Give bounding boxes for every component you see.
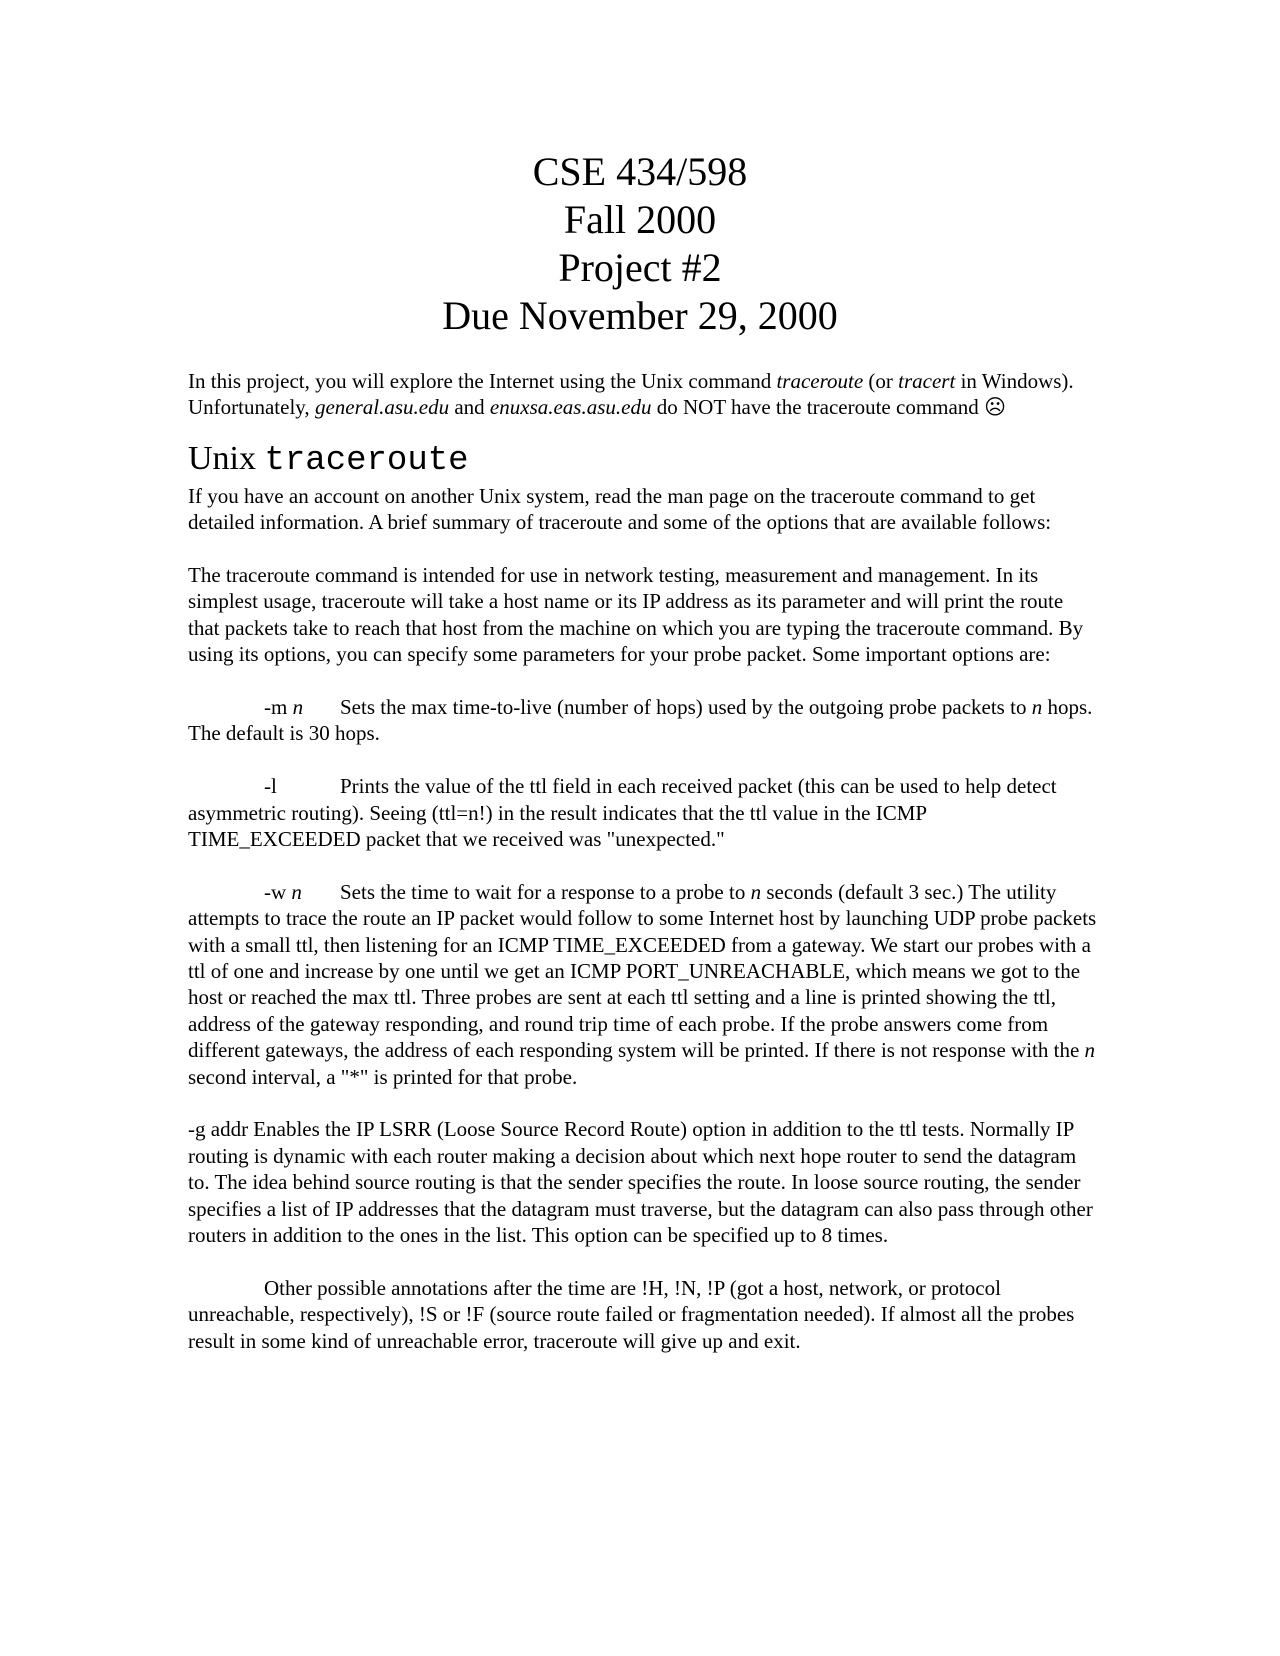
option-w: -w n Sets the time to wait for a response to a probe to n seconds (default 3 sec.) The utility attempts to trace the route an IP packet would follow to some Internet host by launching UDP probe packets with a small ttl, then listening for an ICMP TIME_EXCEEDED from a gateway. We start our probes with a ttl of one and increase by one until we get an ICMP PORT_UNREACHABLE, which means we got to the host or reached the max ttl. Three probes are sent at each ttl setting and a line is printed showing the ttl, address of the gateway responding, and round trip time of each probe. If the probe answers come from different gateways, the address of each responding system will be printed. If there is not response with the n second interval, a "*" is printed for that probe. bbox=[188, 879, 1097, 1089]
section-heading-word: Unix bbox=[188, 439, 265, 477]
intro-text-4: and bbox=[449, 395, 490, 420]
paragraph-other-annotations: Other possible annotations after the time are !H, !N, !P (got a host, network, or protocol unreachable, respectively), !S or !F (source route failed or fragmentation needed). If almost all the probes result in some kind of unreachable error, traceroute will give up and exit. bbox=[188, 1275, 1075, 1353]
option-l bbox=[188, 773, 1098, 852]
paragraph-man-page: If you have an account on another Unix system, read the man page on the traceroute command to get detailed information. A brief summary of traceroute and some of the options that are available follows: bbox=[188, 483, 1052, 535]
section-heading-command: traceroute bbox=[264, 441, 469, 480]
option-m: -m n Sets the max time-to-live (number of hops) used by the outgoing probe packets to n hops. The default is 30 hops. bbox=[188, 695, 1093, 746]
document-body bbox=[188, 368, 1098, 1381]
option-w-label: -w n bbox=[264, 879, 302, 904]
option-m-label: -m n bbox=[264, 695, 304, 720]
section-heading bbox=[188, 437, 1098, 483]
intro-command-traceroute: traceroute bbox=[776, 369, 864, 393]
intro-text-3: in Windows). Unfortunately, bbox=[188, 369, 1074, 420]
option-l-label: -l bbox=[264, 774, 277, 799]
intro-text-1: In this project, you will explore the Internet using the Unix command bbox=[188, 369, 777, 393]
project-number: Project #2 bbox=[558, 245, 722, 290]
semester: Fall 2000 bbox=[563, 197, 717, 242]
paragraph-description: The traceroute command is intended for use in network testing, measurement and management. In its simplest usage, traceroute will take a host name or its IP address as its parameter and will print the route that packets take to reach that host from the machine on which you are typing the traceroute command. By using its options, you can specify some parameters for your probe packet. Some important options are: bbox=[188, 563, 1084, 667]
intro-command-tracert: tracert bbox=[898, 369, 956, 393]
sad-face-icon: ☹ bbox=[984, 395, 1006, 420]
option-w-text: Sets the time to wait for a response to a probe to bbox=[340, 879, 751, 904]
option-m-text: Sets the max time-to-live (number of hops) used by the outgoing probe packets to bbox=[340, 695, 1032, 720]
intro-text-5: do NOT have the traceroute command bbox=[651, 395, 985, 420]
course-code: CSE 434/598 bbox=[532, 149, 748, 194]
intro-host-general: general.asu.edu bbox=[314, 395, 450, 420]
intro-paragraph bbox=[188, 368, 1098, 421]
intro-text-2: (or bbox=[863, 369, 899, 393]
due-date: Due November 29, 2000 bbox=[442, 293, 838, 338]
option-l-text: Prints the value of the ttl field in each received packet (this can be used to help detect asymmetric routing). Seeing (ttl=n!) in the result indicates that the ttl value in the ICMP TIME_EXCEEDED packet that we received was "unexpected." bbox=[188, 774, 1057, 852]
option-g: -g addr Enables the IP LSRR (Loose Source Record Route) option in addition to the ttl tests. Normally IP routing is dynamic with each router making a decision about which next hope router to send the datagram to. The idea behind source routing is that the sender specifies the route. In loose source routing, the sender specifies a list of IP addresses that the datagram must traverse, but the datagram can also pass through other routers in addition to the ones in the list. This option can be specified up to 8 times. bbox=[188, 1117, 1093, 1248]
document-title bbox=[0, 148, 1280, 340]
intro-host-enuxsa: enuxsa.eas.asu.edu bbox=[489, 395, 652, 420]
